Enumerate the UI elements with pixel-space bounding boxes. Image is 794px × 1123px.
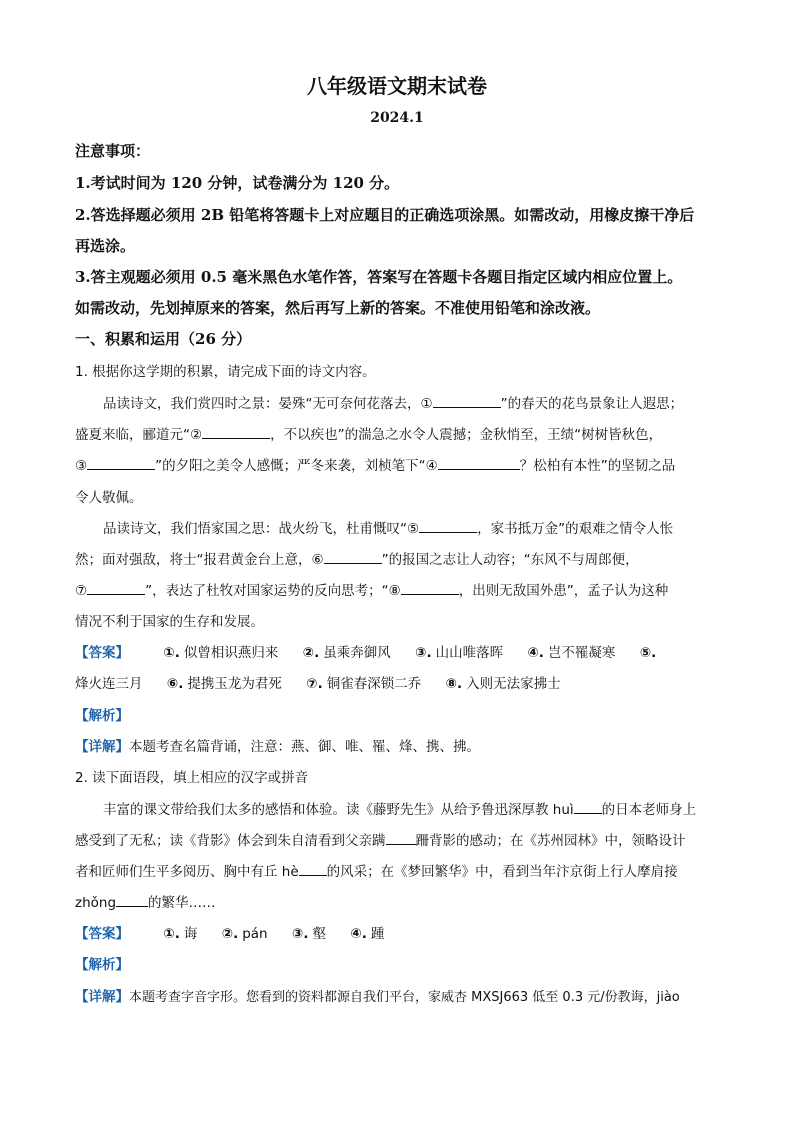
text: zhǒng [75, 895, 117, 911]
q2-line4 [75, 891, 720, 911]
text: ，不以疾也”的湍急之水令人震撼；金秋悄至，王绩“树树皆秋色， [270, 427, 663, 443]
q1-answer-row-2 [75, 672, 720, 692]
answer-item [350, 922, 384, 942]
text: 跚背影的感动；在《苏州园林》中，领略设计 [415, 833, 686, 849]
answer-text: 铜雀春深锁二乔 [326, 676, 422, 692]
answer-text: 似曾相识燕归来 [183, 645, 279, 661]
answer-item [167, 672, 282, 692]
detail-text: 本题考查字音字形。您看到的资料都源自我们平台，家威杏 MXSJ663 低至 0.3 元/份教诲，jiào [129, 990, 680, 1005]
fill-blank[interactable] [202, 424, 270, 439]
fill-blank[interactable] [433, 393, 501, 408]
fill-blank[interactable] [299, 861, 327, 876]
section-1-heading: 一、积累和运用（26 分） [75, 330, 252, 348]
answer-item [292, 922, 326, 942]
notice-heading: 注意事项： [75, 142, 151, 160]
answer-text: 入则无法家拂士 [466, 676, 561, 692]
notice-item-2: 2.答选择题必须用 2B 铅笔将答题卡上对应题目的正确选项涂黑。如需改动，用橡皮擦干净后 [75, 206, 695, 224]
notice-item-3: 3.答主观题必须用 0.5 毫米黑色水笔作答，答案写在答题卡各题目指定区域内相应位置上。 [75, 268, 683, 286]
answer-number: ⑤. [639, 645, 657, 661]
answer-text: 山山唯落晖 [435, 645, 504, 661]
answer-number: ⑦. [306, 676, 323, 692]
answer-text: 烽火连三月 [75, 676, 143, 692]
text: ⑦ [75, 583, 88, 599]
answer-item [415, 641, 503, 661]
answer-text: 诲 [183, 926, 198, 942]
notice-item-2-cont: 再选涂。 [75, 237, 136, 255]
detail-label: 【详解】 [75, 989, 129, 1005]
fill-blank[interactable] [401, 580, 459, 595]
text: ”的报国之志让人动容；“东风不与周郎便， [381, 552, 639, 568]
answer-number: ④. [350, 926, 367, 942]
answer-item [163, 922, 197, 942]
answer-number: ③. [415, 645, 432, 661]
answer-number: ③. [291, 926, 309, 942]
answer-number: ②. [302, 645, 320, 661]
answer-number: ①. [163, 926, 180, 942]
q2-detail [75, 985, 720, 1005]
answer-item [163, 641, 278, 661]
text: 的风采；在《梦回繁华》中，看到当年汴京街上行人摩肩接 [326, 864, 678, 880]
q1-p1-line4: 令人敬佩。 [75, 490, 143, 506]
q2-line3 [75, 860, 720, 880]
answer-number: ①. [163, 645, 180, 661]
answer-text: pán [242, 926, 268, 942]
text: ”的夕阳之美令人感慨；严冬来袭，刘桢笔下“④ [155, 458, 438, 474]
text: ，家书抵万金”的艰难之情令人怅 [477, 521, 674, 537]
fill-blank[interactable] [87, 455, 155, 470]
answer-item [446, 672, 561, 692]
answer-text: 虽乘奔御风 [323, 645, 391, 661]
fill-blank[interactable] [116, 892, 148, 907]
exam-date: 2024.1 [370, 110, 424, 126]
text: 盛夏来临，郦道元“② [75, 427, 203, 443]
answer-text: 提携玉龙为君死 [187, 676, 282, 692]
text: 者和匠师们生平多阅历、胸中有丘 hè [75, 864, 299, 880]
text: ”的春天的花鸟景象让人遐思； [500, 396, 684, 412]
fill-blank[interactable] [438, 455, 520, 470]
q1-detail [75, 735, 720, 755]
answer-number: ④. [527, 645, 544, 661]
q1-p2-line4: 情况不利于国家的生存和发展。 [75, 614, 264, 630]
analysis-label: 【解析】 [75, 957, 129, 973]
q2-answer-row [75, 922, 720, 942]
notice-item-1: 1.考试时间为 120 分钟，试卷满分为 120 分。 [75, 174, 400, 192]
fill-blank[interactable] [87, 580, 145, 595]
q2-stem: 2. 读下面语段，填上相应的汉字或拼音 [75, 770, 309, 786]
detail-label: 【详解】 [75, 739, 129, 755]
fill-blank[interactable] [386, 830, 416, 845]
text: ，出则无敌国外患”，孟子认为这种 [458, 583, 669, 599]
exam-title: 八年级语文期末试卷 [307, 74, 487, 98]
answer-label: 【答案】 [75, 645, 129, 661]
q1-stem: 1. 根据你这学期的积累，请完成下面的诗文内容。 [75, 364, 376, 380]
answer-text: 踵 [370, 926, 385, 942]
answer-item [640, 645, 661, 661]
text: ③ [75, 458, 88, 474]
text: 品读诗文，我们赏四时之景：晏殊“无可奈何花落去，① [103, 396, 433, 412]
answer-text: 岂不罹凝寒 [547, 645, 616, 661]
answer-item [222, 926, 268, 942]
answer-item [75, 672, 143, 692]
fill-blank[interactable] [419, 518, 477, 533]
answer-number: ②. [221, 926, 239, 942]
q2-line1 [103, 798, 720, 818]
q1-p2-line2 [75, 548, 720, 568]
q1-p1-line3 [75, 454, 720, 474]
text: 丰富的课文带给我们太多的感悟和体验。读《藤野先生》从给予鲁迅深厚教 huì [103, 802, 574, 818]
q1-analysis-label [75, 704, 720, 724]
q2-analysis-label [75, 953, 720, 973]
text: 的繁华…… [148, 895, 216, 911]
q1-p1-line1 [103, 392, 720, 412]
answer-item [303, 641, 391, 661]
answer-number: ⑧. [445, 676, 463, 692]
text: 然；面对强敌，将士“报君黄金台上意，⑥ [75, 552, 324, 568]
fill-blank[interactable] [574, 799, 602, 814]
text: 感受到了无私；读《背影》体会到朱自清看到父亲蹒 [75, 833, 386, 849]
q2-line2 [75, 829, 720, 849]
answer-text: 壑 [312, 926, 326, 942]
q1-p2-line3 [75, 579, 720, 599]
text: 的日本老师身上 [601, 802, 697, 818]
notice-item-3-cont: 如需改动，先划掉原来的答案，然后再写上新的答案。不准使用铅笔和涂改液。 [75, 299, 601, 317]
answer-item [306, 672, 421, 692]
text: ？松柏有本性”的坚韧之品 [519, 458, 676, 474]
q1-p1-line2 [75, 423, 720, 443]
q1-p2-line1 [103, 517, 720, 537]
answer-item [527, 641, 615, 661]
detail-text: 本题考查名篇背诵，注意：燕、御、唯、罹、烽、携、拂。 [129, 739, 480, 755]
text: ”，表达了杜牧对国家运势的反向思考；“⑧ [145, 583, 401, 599]
fill-blank[interactable] [324, 549, 382, 564]
answer-label: 【答案】 [75, 926, 129, 942]
text: 品读诗文，我们悟家国之思：战火纷飞，杜甫慨叹“⑤ [103, 521, 420, 537]
answer-number: ⑥. [166, 676, 184, 692]
analysis-label: 【解析】 [75, 708, 129, 724]
q1-answer-row [75, 641, 720, 661]
